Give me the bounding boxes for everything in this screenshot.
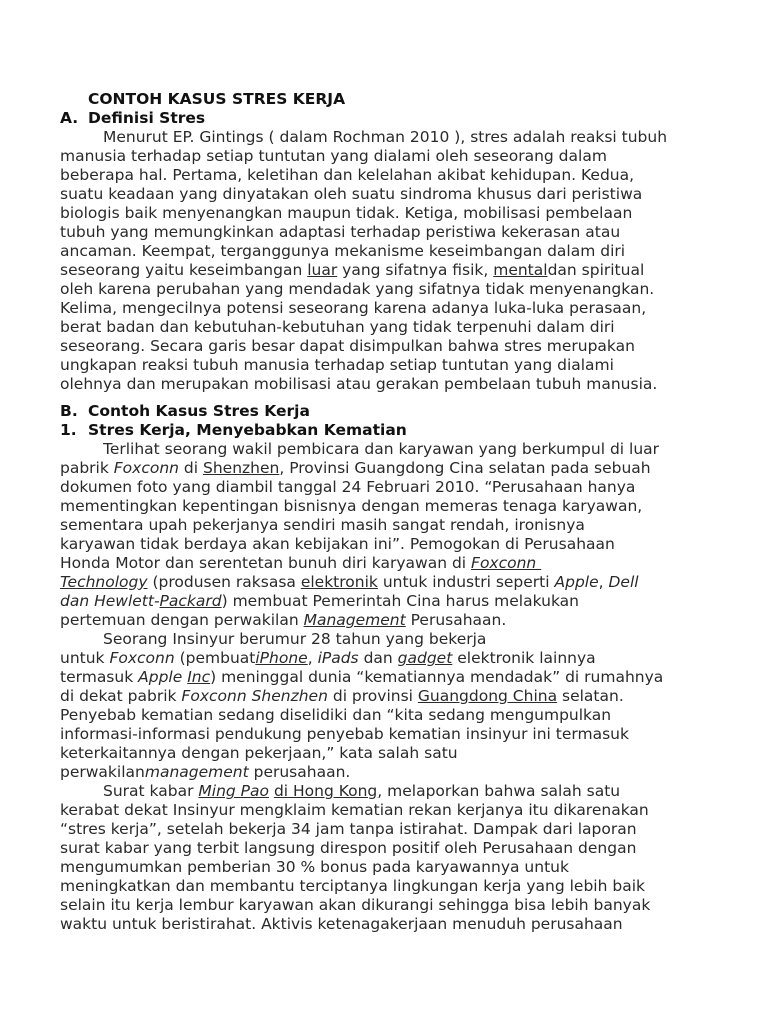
section-heading-text: Stres Kerja, Menyebabkan Kematian <box>88 421 407 439</box>
text-segment: suatu keadaan yang dinyatakan oleh suatu sindroma khusus dari peristiwa <box>60 185 643 203</box>
text-line <box>60 649 720 668</box>
text-segment: Foxconn Shenzhen <box>181 687 328 705</box>
text-line <box>60 280 720 299</box>
text-segment: sementara upah pekerjanya sendiri masih sangat rendah, ironisnya <box>60 516 585 534</box>
text-segment: surat kabar yang terbit langsung direspon positif oleh Perusahaan dengan <box>60 839 637 857</box>
text-line <box>60 299 720 318</box>
text-line <box>60 706 720 725</box>
text-segment: dan <box>358 649 398 667</box>
text-line <box>60 611 720 630</box>
text-line <box>60 744 720 763</box>
text-segment: di <box>179 459 203 477</box>
text-line <box>60 725 720 744</box>
text-line <box>60 147 720 166</box>
text-segment: iPhone <box>255 649 308 667</box>
text-segment: keterkaitannya dengan pekerjaan,” kata salah satu <box>60 744 458 762</box>
text-segment: elektronik <box>300 573 378 591</box>
text-line <box>60 356 720 375</box>
text-segment: iPads <box>317 649 359 667</box>
text-segment: pabrik <box>60 459 114 477</box>
text-segment: olehnya dan merupakan mobilisasi atau gerakan pembelaan tubuh manusia. <box>60 375 658 393</box>
text-segment: Kelima, mengecilnya potensi seseorang karena adanya luka-luka perasaan, <box>60 299 647 317</box>
text-segment: Surat kabar <box>103 782 199 800</box>
text-segment: waktu untuk beristirahat. Aktivis ketenagakerjaan menuduh perusahaan <box>60 915 623 933</box>
text-segment: Foxconn <box>113 459 179 477</box>
text-segment: tubuh yang memungkinkan adaptasi terhadap peristiwa kekerasan atau <box>60 223 621 241</box>
text-segment: mental <box>493 261 548 279</box>
text-segment: biologis baik menyenangkan maupun tidak. Ketiga, mobilisasi pembelaan <box>60 204 633 222</box>
text-segment: ) meninggal dunia “kematiannya mendadak” di rumahnya <box>210 668 664 686</box>
text-line <box>60 763 720 782</box>
text-line <box>60 573 720 592</box>
text-segment: Packard <box>159 592 222 610</box>
text-segment: di provinsi <box>327 687 418 705</box>
text-segment: untuk <box>60 649 110 667</box>
text-segment: Seorang Insinyur berumur 28 tahun yang bekerja <box>103 630 487 648</box>
text-line <box>60 204 720 223</box>
text-line <box>60 261 720 280</box>
text-segment: termasuk <box>60 668 139 686</box>
document-title: CONTOH KASUS STRES KERJA <box>88 90 346 108</box>
text-segment: luar <box>307 261 338 279</box>
text-line <box>60 478 720 497</box>
text-segment: yang sifatnya fisik, <box>337 261 494 279</box>
text-segment: , Provinsi Guangdong Cina selatan pada sebuah <box>279 459 651 477</box>
text-segment: Foxconn <box>471 554 542 572</box>
section-heading-text: Definisi Stres <box>88 109 206 127</box>
text-segment: Guangdong China <box>417 687 558 705</box>
text-segment: Management <box>303 611 406 629</box>
text-line <box>60 535 720 554</box>
section-heading <box>60 402 720 421</box>
text-segment: karyawan tidak berdaya akan kebijakan ini”. Pemogokan di Perusahaan <box>60 535 615 553</box>
text-segment: Penyebab kematian sedang diselidiki dan “kita sedang mengumpulkan <box>60 706 612 724</box>
text-segment: ) membuat Pemerintah Cina harus melakukan <box>221 592 579 610</box>
text-segment: mengumumkan pemberian 30 % bonus pada karyawannya untuk <box>60 858 569 876</box>
text-segment: Menurut EP. Gintings ( dalam Rochman 2010 ), stres adalah reaksi tubuh <box>103 128 668 146</box>
text-segment: (pembuat <box>174 649 256 667</box>
text-line <box>60 801 720 820</box>
text-segment: mementingkan kepentingan bisnisnya dengan memeras tenaga karyawan, <box>60 497 643 515</box>
text-segment: Honda Motor dan serentetan bunuh diri karyawan di <box>60 554 472 572</box>
text-segment: dokumen foto yang diambil tanggal 24 Februari 2010. “Perusahaan hanya <box>60 478 636 496</box>
text-segment: elektronik lainnya <box>452 649 596 667</box>
text-segment: seseorang yaitu keseimbangan <box>60 261 308 279</box>
text-segment: di Hong Kong <box>273 782 378 800</box>
text-segment: “stres kerja”, setelah bekerja 34 jam tanpa istirahat. Dampak dari laporan <box>60 820 637 838</box>
text-segment: manusia terhadap setiap tuntutan yang dialami oleh seseorang dalam <box>60 147 607 165</box>
text-segment: gadget <box>397 649 453 667</box>
text-line <box>60 318 720 337</box>
text-segment: Apple <box>138 668 188 686</box>
section-heading-number: B. <box>60 402 78 420</box>
text-segment: Apple <box>554 573 599 591</box>
text-segment: Technology <box>60 573 148 591</box>
text-segment: selatan. <box>557 687 624 705</box>
text-segment: Inc <box>187 668 211 686</box>
section-heading-number: A. <box>60 109 79 127</box>
text-segment: selain itu kerja lembur karyawan akan dikurangi sehingga bisa lebih banyak <box>60 896 651 914</box>
text-segment: Shenzhen <box>203 459 280 477</box>
text-segment: Perusahaan. <box>405 611 507 629</box>
text-line <box>60 497 720 516</box>
text-segment: berat badan dan kebutuhan-kebutuhan yang tidak terpenuhi dalam diri <box>60 318 615 336</box>
text-segment: , melaporkan bahwa salah satu <box>377 782 621 800</box>
text-segment: seseorang. Secara garis besar dapat disimpulkan bahwa stres merupakan <box>60 337 635 355</box>
text-segment: untuk industri seperti <box>377 573 555 591</box>
text-line <box>60 337 720 356</box>
text-segment: kerabat dekat Insinyur mengklaim kematian rekan kerjanya itu dikarenakan <box>60 801 649 819</box>
text-line <box>60 915 720 934</box>
document-body <box>60 90 720 934</box>
section-heading-text: Contoh Kasus Stres Kerja <box>88 402 310 420</box>
text-line <box>60 839 720 858</box>
text-line <box>60 128 720 147</box>
text-line <box>60 166 720 185</box>
text-line <box>60 687 720 706</box>
text-segment: dan Hewlett- <box>60 592 160 610</box>
text-segment: pertemuan dengan perwakilan <box>60 611 304 629</box>
text-line <box>60 782 720 801</box>
section-heading <box>60 421 720 440</box>
text-segment: Terlihat seorang wakil pembicara dan karyawan yang berkumpul di luar <box>103 440 660 458</box>
text-segment: Ming Pao <box>198 782 269 800</box>
text-line <box>60 223 720 242</box>
text-segment: Dell <box>608 573 639 591</box>
text-line <box>60 877 720 896</box>
text-segment: dan spiritual <box>547 261 645 279</box>
section-heading <box>60 109 720 128</box>
text-line <box>60 459 720 478</box>
text-segment: management <box>144 763 249 781</box>
text-segment: oleh karena perubahan yang mendadak yang sifatnya tidak menyenangkan. <box>60 280 655 298</box>
text-line <box>60 242 720 261</box>
text-segment: meningkatkan dan membantu terciptanya lingkungan kerja yang lebih baik <box>60 877 645 895</box>
text-segment: ancaman. Keempat, terganggunya mekanisme keseimbangan dalam diri <box>60 242 626 260</box>
text-segment: perusahaan. <box>248 763 351 781</box>
text-line <box>60 185 720 204</box>
text-segment: di dekat pabrik <box>60 687 182 705</box>
text-line <box>60 858 720 877</box>
section-heading-number: 1. <box>60 421 77 439</box>
text-line <box>60 630 720 649</box>
text-line <box>60 516 720 535</box>
text-segment: perwakilan <box>60 763 145 781</box>
text-segment: beberapa hal. Pertama, keletihan dan kelelahan akibat kehidupan. Kedua, <box>60 166 635 184</box>
text-line <box>60 554 720 573</box>
text-segment: Foxconn <box>109 649 175 667</box>
text-segment: (produsen raksasa <box>147 573 301 591</box>
paragraph-gap <box>60 394 720 402</box>
text-line <box>60 820 720 839</box>
text-segment: ungkapan reaksi tubuh manusia terhadap setiap tuntutan yang dialami <box>60 356 614 374</box>
text-line <box>60 896 720 915</box>
text-segment: , <box>598 573 609 591</box>
text-line <box>60 668 720 687</box>
text-line <box>60 592 720 611</box>
text-segment: , <box>307 649 318 667</box>
text-line <box>60 440 720 459</box>
text-line <box>60 375 720 394</box>
text-segment: informasi-informasi pendukung penyebab kematian insinyur ini termasuk <box>60 725 629 743</box>
